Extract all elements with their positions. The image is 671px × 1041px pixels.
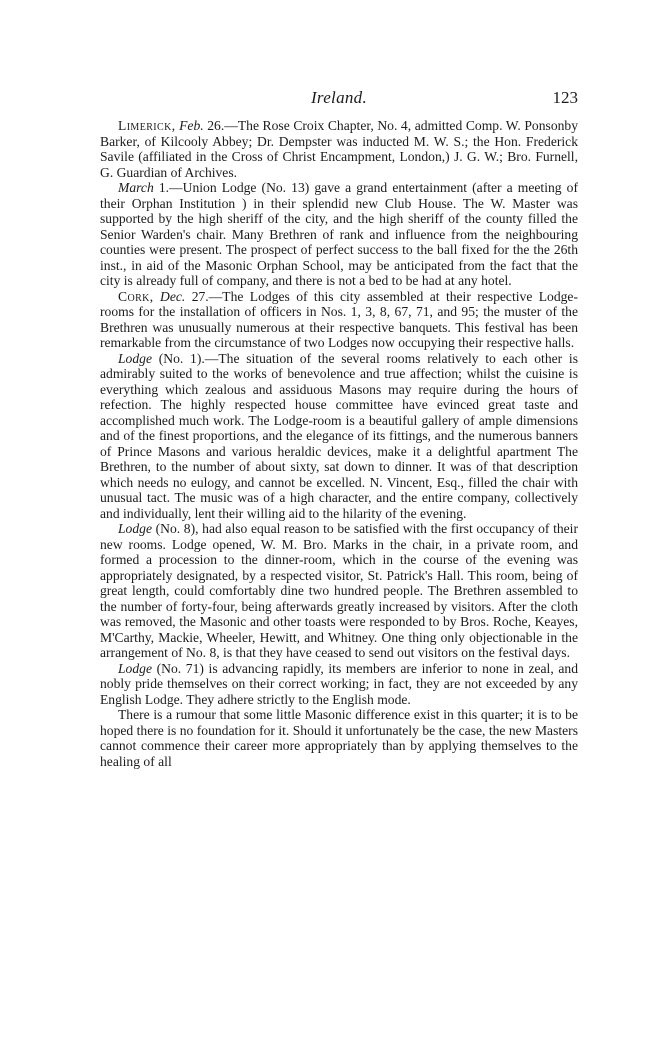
body-text — [100, 118, 578, 769]
paragraph-text: 1.—Union Lodge (No. 13) gave a grand entertainment (after a meeting of their Orphan Institution ) in their splendid new Club House. The W. Master was supported by the high sheriff of the city, and the high sheriff of the county filled the Senior Warden's chair. Many Brethren of rank and influence from the neighbouring counties were present. The prospect of perfect success to the ball fixed for the the 26th inst., in aid of the Masonic Orphan School, may be anticipated from the fact that the city is already full of company, and there is not a bed to be had at any hotel. — [100, 180, 578, 288]
page-number: 123 — [552, 88, 578, 107]
date-lead: Feb. — [179, 118, 204, 133]
paragraph-text: 27.—The Lodges of this city assembled at their respective Lodge-rooms for the installation of officers in Nos. 1, 3, 8, 67, 71, and 95; the muster of the Brethren was unusually numerous at their respective banquets. This festival has been remarkable from the circumstance of two Lodges now occupying their respective halls. — [100, 288, 578, 350]
running-head — [100, 90, 578, 114]
paragraph-text: (No. 8), had also equal reason to be satisfied with the first occupancy of their new rooms. Lodge opened, W. M. Bro. Marks in the chair, in a private room, and formed a procession to the dinner-room, which in the course of the evening was appropriately designated, by a respected visitor, St. Patrick's Hall. This room, being of great length, could comfortably dine two hundred people. The Brethren assembled to the number of forty-four, being afterwards greatly increased by visitors. After the cloth was removed, the Masonic and other toasts were responded to by Bros. Roche, Keayes, M'Carthy, Mackie, Wheeler, Hewitt, and Whitney. One thing only objectionable in the arrangement of No. 8, is that they have ceased to send out visitors on the festival days. — [100, 521, 578, 660]
date-lead: March — [118, 180, 154, 195]
paragraph-lodge-8 — [100, 521, 578, 661]
lodge-lead: Lodge — [118, 521, 152, 536]
lodge-lead: Lodge — [118, 660, 152, 676]
paragraph-text: (No. 1).—The situation of the several rooms relatively to each other is admirably suited to the works of benevolence and true affection; whilst the cuisine is everything which zealous and assiduous Masons may require during the hours of refection. The highly respected house committee have evinced great taste and accomplished much work. The Lodge-room is a beautiful gallery of ample dimensions and of the finest proportions, and the elegance of its fittings, and the numerous banners of Prince Masons and various heraldic devices, make it a delightful apartment The Brethren, to the number of about sixty, sat down to dinner. It was of that description which needs no eulogy, and cannot be excelled. N. Vincent, Esq., filled the chair with unusual tact. The music was of a high character, and the entire company, collectively and individually, lent their willing aid to the hilarity of the evening. — [100, 350, 578, 521]
date-lead: Dec. — [160, 288, 186, 304]
running-title: Ireland. — [310, 88, 368, 107]
document-page — [100, 90, 578, 769]
paragraph-lodge-71 — [100, 661, 578, 708]
paragraph-text: 26.—The Rose Croix Chapter, No. 4, admitted Comp. W. Ponsonby Barker, of Kilcooly Abbey; Dr. Dempster was inducted M. W. S.; the Hon. Frederick Savile (affiliated in the Cross of Christ Encampment, London,) J. G. W.; Bro. Furnell, G. Guardian of Archives. — [100, 118, 579, 180]
paragraph-limerick — [100, 118, 578, 180]
place-name: Cork, — [118, 288, 154, 304]
lodge-lead: Lodge — [118, 350, 152, 366]
paragraph-text: (No. 71) is advancing rapidly, its members are inferior to none in zeal, and nobly pride themselves on their correct working; in fact, they are not exceeded by any English Lodge. They adhere strictly to the English mode. — [100, 660, 578, 707]
paragraph-lodge-1 — [100, 351, 578, 522]
paragraph-rumour — [100, 707, 578, 769]
paragraph-cork — [100, 289, 578, 351]
paragraph-text: There is a rumour that some little Masonic difference exist in this quarter; it is to be hoped there is no foundation for it. Should it unfortunately be the case, the new Masters cannot commence their career more appropriately than by applying themselves to the healing of all — [100, 707, 578, 769]
place-name: Limerick, — [118, 118, 176, 133]
paragraph-march — [100, 180, 578, 289]
